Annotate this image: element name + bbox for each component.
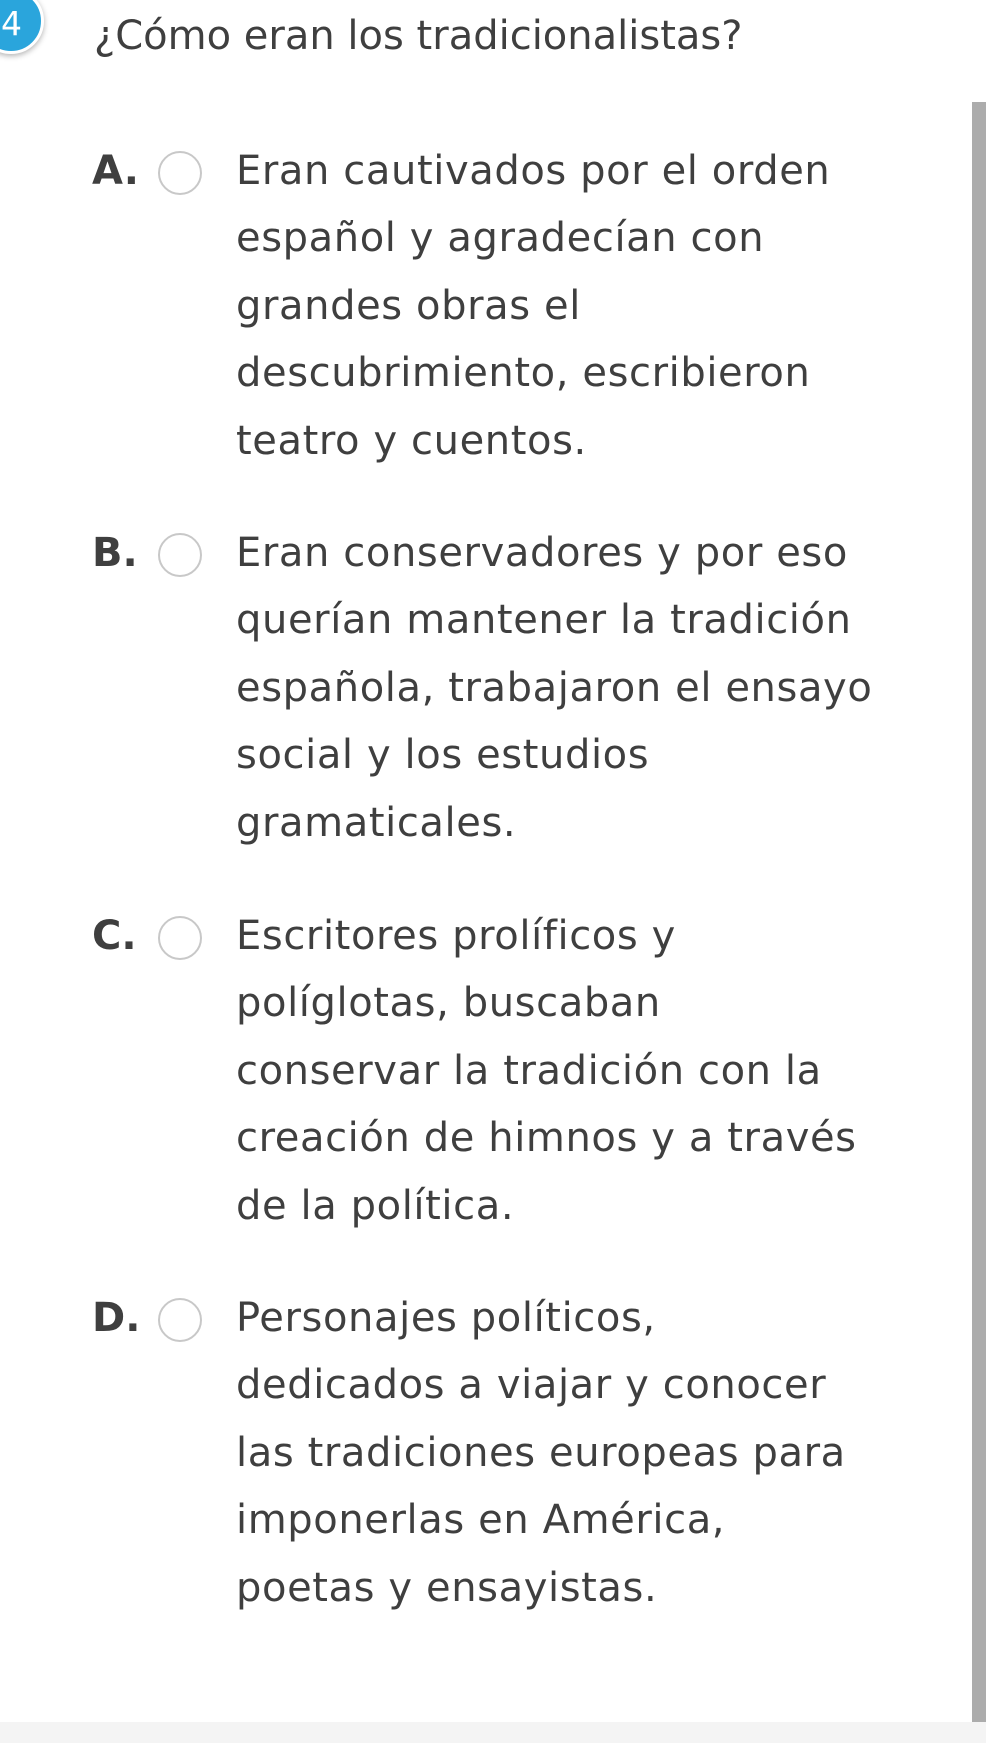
option-text-line: española, trabajaron el ensayo	[236, 664, 873, 711]
option-text-line: de la política.	[236, 1182, 515, 1229]
option-text-line: creación de himnos y a través	[236, 1115, 857, 1162]
option-text-line: social y los estudios	[236, 732, 650, 779]
option-text-line: español y agradecían con	[236, 215, 765, 262]
option-text	[236, 1285, 946, 1622]
radio-button-b[interactable]	[158, 533, 202, 577]
option-letter: A.	[92, 148, 139, 194]
question-number: 4	[1, 4, 22, 43]
option-text-line: imponerlas en América,	[236, 1497, 726, 1544]
bottom-divider	[0, 1722, 986, 1743]
option-text-line: políglotas, buscaban	[236, 980, 661, 1027]
option-letter: D.	[92, 1295, 141, 1341]
radio-button-a[interactable]	[158, 151, 202, 195]
option-text-line: conservar la tradición con la	[236, 1047, 822, 1094]
option-text-line: gramaticales.	[236, 799, 517, 846]
option-text-line: descubrimiento, escribieron	[236, 350, 811, 397]
option-text-line: Eran conservadores y por eso	[236, 530, 848, 576]
option-text-line: Eran cautivados por el orden	[236, 148, 831, 194]
option-text	[236, 520, 946, 857]
question-number-badge	[0, 0, 44, 54]
radio-button-d[interactable]	[158, 1298, 202, 1342]
option-letter: C.	[92, 913, 137, 959]
scrollbar[interactable]	[972, 102, 986, 1722]
option-text-line: querían mantener la tradición	[236, 597, 852, 644]
option-text-line: poetas y ensayistas.	[236, 1564, 658, 1611]
option-text	[236, 903, 946, 1240]
option-text-line: teatro y cuentos.	[236, 417, 587, 464]
question-text: ¿Cómo eran los tradicionalistas?	[94, 13, 743, 59]
option-text-line: Personajes políticos,	[236, 1295, 656, 1341]
option-text-line: grandes obras el	[236, 282, 581, 329]
option-text-line: dedicados a viajar y conocer	[236, 1362, 827, 1409]
radio-button-c[interactable]	[158, 916, 202, 960]
option-text	[236, 138, 946, 475]
option-text-line: Escritores prolíficos y	[236, 913, 676, 959]
option-letter: B.	[92, 530, 138, 576]
option-text-line: las tradiciones europeas para	[236, 1429, 846, 1476]
